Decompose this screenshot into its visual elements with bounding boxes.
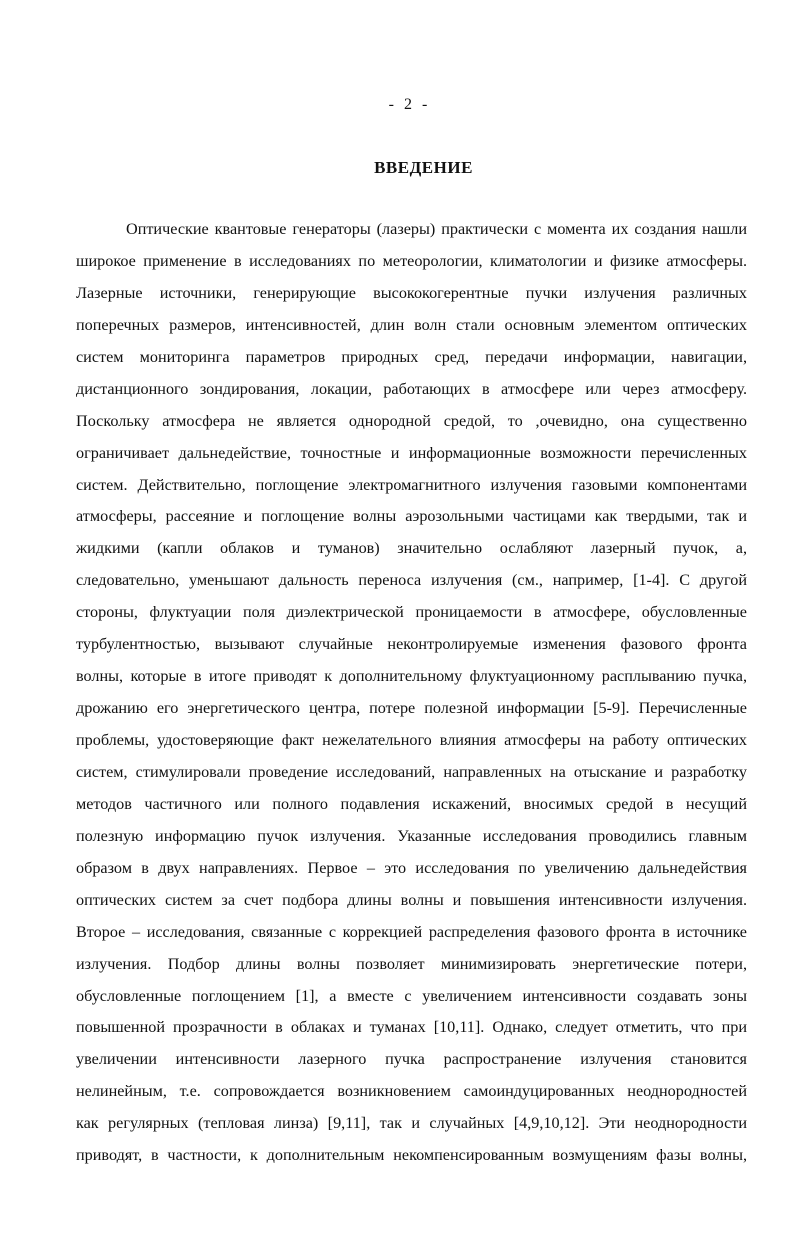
paragraph-line: следовательно, уменьшают дальность переноса излучения (см., например, [1-4]. С другой	[76, 571, 747, 590]
paragraph-line: атмосферы, рассеяние и поглощение волны аэрозольными частицами как твердыми, так и	[76, 507, 747, 526]
paragraph-line: повышенной прозрачности в облаках и туманах [10,11]. Однако, следует отметить, что при	[76, 1018, 747, 1037]
paragraph-line: ограничивает дальнедействие, точностные и информационные возможности перечисленных	[76, 443, 747, 462]
paragraph-line: Второе – исследования, связанные с коррекцией распределения фазового фронта в источнике	[76, 922, 747, 941]
paragraph-line: полезную информацию пучок излучения. Указанные исследования проводились главным	[76, 826, 747, 845]
paragraph-line: систем, стимулировали проведение исследований, направленных на отыскание и разработку	[76, 762, 747, 781]
paragraph-line: дистанционного зондирования, локации, работающих в атмосфере или через атмосферу.	[76, 379, 747, 398]
paragraph-line: Оптические квантовые генераторы (лазеры) практически с момента их создания нашли	[126, 220, 747, 238]
paragraph-line: поперечных размеров, интенсивностей, длин волн стали основным элементом оптических	[76, 315, 747, 334]
paragraph-line: турбулентностью, вызывают случайные неконтролируемые изменения фазового фронта	[76, 635, 747, 654]
paragraph-line: стороны, флуктуации поля диэлектрической проницаемости в атмосфере, обусловленные	[76, 603, 747, 622]
paragraph-line: дрожанию его энергетического центра, потере полезной информации [5-9]. Перечисленные	[76, 699, 747, 718]
paragraph-line: Поскольку атмосфера не является однородной средой, то ,очевидно, она существенно	[76, 411, 747, 430]
paragraph-line: как регулярных (тепловая линза) [9,11], так и случайных [4,9,10,12]. Эти неоднородности	[76, 1114, 747, 1133]
paragraph-line: увеличении интенсивности лазерного пучка распространение излучения становится	[76, 1050, 747, 1069]
paragraph-line: широкое применение в исследованиях по метеорологии, климатологии и физике атмосферы.	[76, 251, 747, 270]
paragraph-line: волны, которые в итоге приводят к дополнительному флуктуационному расплыванию пучка,	[76, 667, 747, 686]
paragraph-line: методов частичного или полного подавления искажений, вносимых средой в несущий	[76, 794, 747, 813]
paragraph-line: оптических систем за счет подбора длины волны и повышения интенсивности излучения.	[76, 890, 747, 909]
body-paragraph	[76, 217, 747, 1175]
paragraph-line: систем мониторинга параметров природных сред, передачи информации, навигации,	[76, 347, 747, 366]
paragraph-line: обусловленные поглощением [1], а вместе с увеличением интенсивности создавать зоны	[76, 986, 747, 1005]
paragraph-line: излучения. Подбор длины волны позволяет минимизировать энергетические потери,	[76, 954, 747, 973]
paragraph-line: образом в двух направлениях. Первое – это исследования по увеличению дальнедействия	[76, 858, 747, 877]
paragraph-line: проблемы, удостоверяющие факт нежелательного влияния атмосферы на работу оптических	[76, 731, 747, 749]
section-heading: ВВЕДЕНИЕ	[374, 158, 473, 177]
paragraph-line: Лазерные источники, генерирующие высококогерентные пучки излучения различных	[76, 283, 747, 302]
paragraph-line: жидкими (капли облаков и туманов) значительно ослабляют лазерный пучок, а,	[76, 539, 747, 558]
paragraph-line: нелинейным, т.е. сопровождается возникновением самоиндуцированных неоднородностей	[76, 1082, 747, 1101]
page-number: - 2 -	[388, 96, 431, 113]
paragraph-line: систем. Действительно, поглощение электромагнитного излучения газовыми компонентами	[76, 475, 747, 494]
paragraph-line: приводят, в частности, к дополнительным некомпенсированным возмущениям фазы волны,	[76, 1146, 747, 1165]
